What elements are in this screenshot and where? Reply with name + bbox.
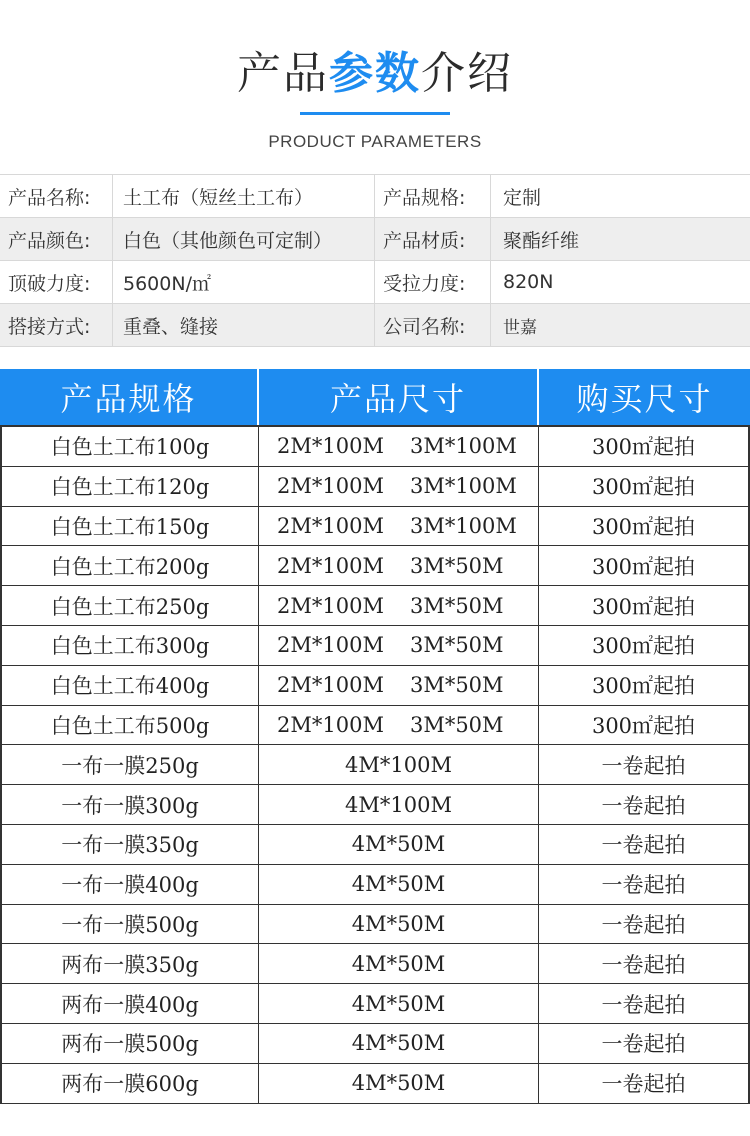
table-row: [2, 825, 748, 865]
size-b: 3M*50M: [409, 673, 504, 698]
cell-buy: 一卷起拍: [601, 873, 686, 898]
cell-buy: 一卷起拍: [601, 833, 686, 858]
parameters-grid: [0, 174, 750, 347]
size-b: 3M*100M: [409, 434, 517, 459]
table-row: [2, 785, 748, 825]
cell-buy: 一卷起拍: [601, 793, 686, 818]
cell-spec: 一布一膜250g: [2, 745, 259, 784]
table-row: [2, 546, 748, 586]
table-row: [2, 865, 748, 905]
cell-spec: 一布一膜350g: [2, 825, 259, 864]
cell-buy: 300㎡起拍: [591, 594, 696, 619]
cell-buy: 一卷起拍: [601, 753, 686, 778]
cell-spec: 白色土工布150g: [2, 507, 259, 546]
cell-spec: 一布一膜300g: [2, 785, 259, 824]
cell-buy: 300㎡起拍: [591, 514, 696, 539]
cell-buy: 一卷起拍: [601, 992, 686, 1017]
table-row: [2, 745, 748, 785]
table-row: [2, 1064, 748, 1104]
column-header: 购买尺寸: [576, 380, 713, 418]
table-body: [0, 425, 750, 1104]
cell-size: [259, 706, 539, 745]
size-b: 3M*50M: [409, 712, 504, 737]
title-underline: [300, 112, 450, 115]
title-part-1: 产品: [237, 48, 329, 99]
cell-size: [259, 666, 539, 705]
cell-size: 4M*50M: [259, 944, 539, 983]
table-header: [0, 369, 750, 425]
cell-buy: 一卷起拍: [601, 952, 686, 977]
page-subtitle: PRODUCT PARAMETERS: [268, 132, 482, 151]
cell-spec: 白色土工布400g: [2, 666, 259, 705]
cell-size: 4M*50M: [259, 865, 539, 904]
param-value: 世嘉: [503, 317, 537, 338]
cell-spec: 两布一膜400g: [2, 984, 259, 1023]
cell-spec: 白色土工布300g: [2, 626, 259, 665]
table-row: [2, 427, 748, 467]
param-row: [0, 218, 750, 261]
size-a: 2M*100M: [277, 673, 384, 698]
param-row: [0, 175, 750, 218]
table-row: [2, 467, 748, 507]
param-label: 公司名称:: [375, 304, 491, 346]
table-row: [2, 944, 748, 984]
param-value: 聚酯纤维: [503, 229, 580, 252]
size-b: 3M*50M: [409, 593, 504, 618]
cell-spec: 一布一膜500g: [2, 905, 259, 944]
cell-spec: 白色土工布250g: [2, 586, 259, 625]
cell-size: 4M*100M: [259, 785, 539, 824]
table-row: [2, 706, 748, 746]
cell-size: [259, 467, 539, 506]
param-row: [0, 261, 750, 304]
param-value: 820N: [503, 271, 554, 293]
title-part-3: 介绍: [421, 48, 513, 99]
cell-size: [259, 507, 539, 546]
size-a: 2M*100M: [277, 593, 384, 618]
param-label: 受拉力度:: [375, 261, 491, 303]
cell-spec: 白色土工布500g: [2, 706, 259, 745]
cell-buy: 300㎡起拍: [591, 674, 696, 699]
size-a: 2M*100M: [277, 474, 384, 499]
title-part-accent: 参数: [329, 48, 421, 99]
cell-spec: 白色土工布200g: [2, 546, 259, 585]
table-row: [2, 507, 748, 547]
cell-buy: 300㎡起拍: [591, 713, 696, 738]
table-row: [2, 586, 748, 626]
size-a: 2M*100M: [277, 712, 384, 737]
param-label: 顶破力度:: [0, 261, 113, 303]
cell-size: 4M*50M: [259, 984, 539, 1023]
cell-buy: 一卷起拍: [601, 1032, 686, 1057]
cell-buy: 一卷起拍: [601, 912, 686, 937]
cell-size: [259, 546, 539, 585]
cell-spec: 两布一膜600g: [2, 1064, 259, 1103]
cell-spec: 白色土工布120g: [2, 467, 259, 506]
param-value: 定制: [503, 186, 542, 209]
cell-buy: 300㎡起拍: [591, 634, 696, 659]
cell-size: [259, 626, 539, 665]
cell-spec: 一布一膜400g: [2, 865, 259, 904]
cell-size: 4M*50M: [259, 825, 539, 864]
param-value: 白色（其他颜色可定制）: [113, 218, 375, 260]
size-a: 2M*100M: [277, 633, 384, 658]
cell-size: 4M*50M: [259, 1064, 539, 1103]
cell-spec: 两布一膜350g: [2, 944, 259, 983]
table-row: [2, 1024, 748, 1064]
cell-size: 4M*50M: [259, 905, 539, 944]
cell-buy: 300㎡起拍: [591, 435, 696, 460]
size-b: 3M*100M: [409, 474, 517, 499]
param-label: 产品规格:: [375, 175, 491, 217]
size-a: 2M*100M: [277, 553, 384, 578]
cell-spec: 两布一膜500g: [2, 1024, 259, 1063]
cell-size: 4M*50M: [259, 1024, 539, 1063]
param-label: 产品颜色:: [0, 218, 113, 260]
column-header: 产品尺寸: [259, 369, 539, 425]
param-label: 产品名称:: [0, 175, 113, 217]
table-row: [2, 905, 748, 945]
cell-size: 4M*100M: [259, 745, 539, 784]
size-a: 2M*100M: [277, 434, 384, 459]
cell-buy: 一卷起拍: [601, 1072, 686, 1097]
size-a: 2M*100M: [277, 513, 384, 538]
param-value: 重叠、缝接: [113, 304, 375, 346]
page-title: [0, 44, 750, 104]
spec-table: [0, 369, 750, 1104]
cell-buy: 300㎡起拍: [591, 475, 696, 500]
table-row: [2, 984, 748, 1024]
table-row: [2, 626, 748, 666]
table-row: [2, 666, 748, 706]
param-value: 土工布（短丝土工布）: [113, 175, 375, 217]
cell-size: [259, 586, 539, 625]
cell-buy: 300㎡起拍: [591, 554, 696, 579]
param-label: 产品材质:: [375, 218, 491, 260]
param-label: 搭接方式:: [0, 304, 113, 346]
column-header: 产品规格: [0, 369, 259, 425]
size-b: 3M*50M: [409, 633, 504, 658]
cell-size: [259, 427, 539, 466]
size-b: 3M*100M: [409, 513, 517, 538]
cell-spec: 白色土工布100g: [2, 427, 259, 466]
size-b: 3M*50M: [409, 553, 504, 578]
param-value: 5600N/㎡: [113, 261, 375, 303]
param-row: [0, 304, 750, 347]
